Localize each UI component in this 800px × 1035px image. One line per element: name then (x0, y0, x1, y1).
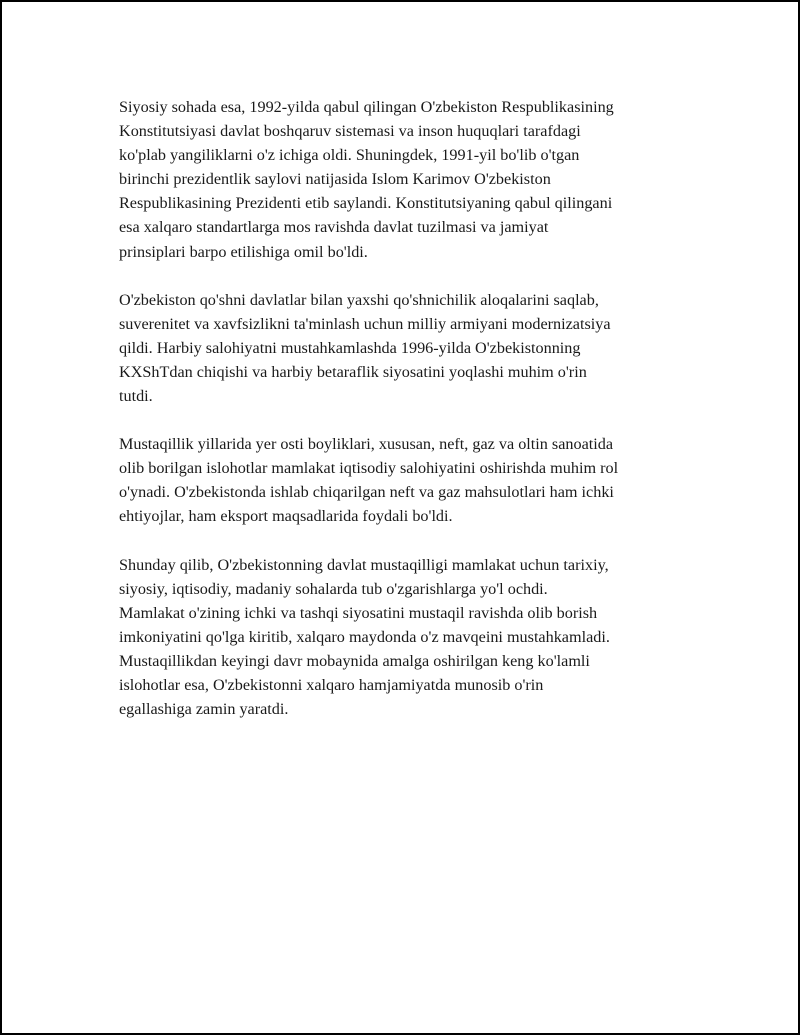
text-line: suverenitet va xavfsizlikni ta'minlash uchun milliy armiyani modernizatsiya (119, 314, 611, 333)
text-line: olib borilgan islohotlar mamlakat iqtisodiy salohiyatini oshirishda muhim rol (119, 459, 619, 478)
text-line: O'zbekiston qo'shni davlatlar bilan yaxshi qo'shnichilik aloqalarini saqlab, (119, 290, 599, 309)
paragraph-3 (119, 432, 694, 528)
text-line: Konstitutsiyasi davlat boshqaruv sistemasi va inson huquqlari tarafdagi (119, 122, 581, 141)
text-line: tutdi. (119, 387, 153, 406)
paragraph-4 (119, 553, 694, 722)
text-line: qildi. Harbiy salohiyatni mustahkamlashda 1996-yilda O'zbekistonning (119, 338, 581, 357)
text-line: Mustaqillik yillarida yer osti boyliklari, xususan, neft, gaz va oltin sanoatida (119, 435, 614, 454)
text-line: o'ynadi. O'zbekistonda ishlab chiqarilgan neft va gaz mahsulotlari ham ichki (119, 483, 614, 502)
text-line: egallashiga zamin yaratdi. (119, 700, 289, 719)
text-line: Mustaqillikdan keyingi davr mobaynida amalga oshirilgan keng ko'lamli (119, 651, 590, 670)
paragraph-1 (119, 95, 694, 264)
text-line: birinchi prezidentlik saylovi natijasida Islom Karimov O'zbekiston (119, 170, 551, 189)
text-line: esa xalqaro standartlarga mos ravishda davlat tuzilmasi va jamiyat (119, 218, 549, 237)
text-line: siyosiy, iqtisodiy, madaniy sohalarda tub o'zgarishlarga yo'l ochdi. (119, 579, 548, 598)
text-line: imkoniyatini qo'lga kiritib, xalqaro maydonda o'z mavqeini mustahkamladi. (119, 627, 610, 646)
text-line: Mamlakat o'zining ichki va tashqi siyosatini mustaqil ravishda olib borish (119, 603, 598, 622)
text-line: Respublikasining Prezidenti etib saylandi. Konstitutsiyaning qabul qilingani (119, 194, 613, 213)
document-body (119, 95, 694, 745)
text-line: islohotlar esa, O'zbekistonni xalqaro hamjamiyatda munosib o'rin (119, 675, 544, 694)
text-line: prinsiplari barpo etilishiga omil bo'ldi. (119, 242, 368, 261)
text-line: ehtiyojlar, ham eksport maqsadlarida foydali bo'ldi. (119, 507, 453, 526)
text-line: ko'plab yangiliklarni o'z ichiga oldi. Shuningdek, 1991-yil bo'lib o'tgan (119, 146, 580, 165)
text-line: Siyosiy sohada esa, 1992-yilda qabul qilingan O'zbekiston Respublikasining (119, 98, 614, 116)
paragraph-2 (119, 288, 694, 408)
text-line: KXShTdan chiqishi va harbiy betaraflik siyosatini yoqlashi muhim o'rin (119, 362, 587, 381)
text-line: Shunday qilib, O'zbekistonning davlat mustaqilligi mamlakat uchun tarixiy, (119, 555, 609, 574)
